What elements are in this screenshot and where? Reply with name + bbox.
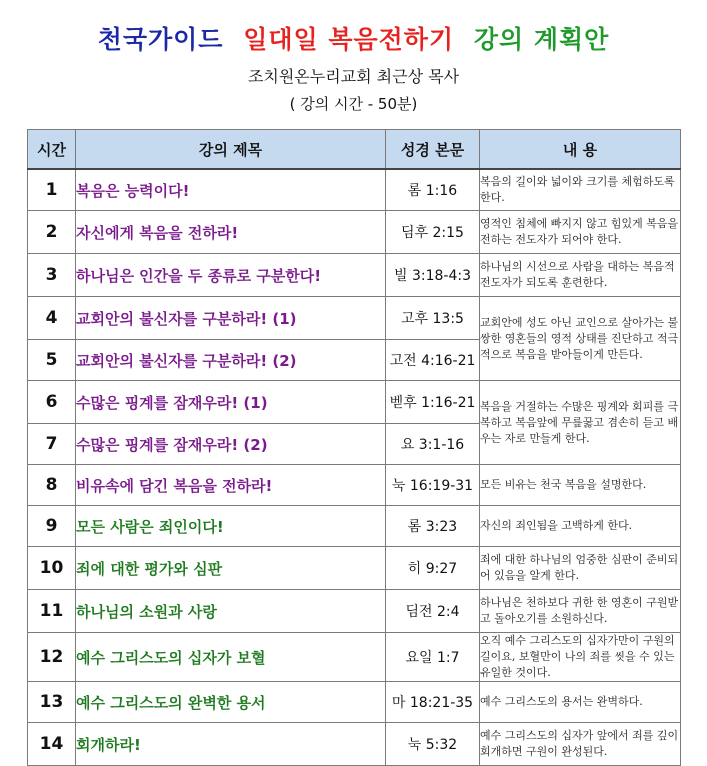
lecture-content: 복음을 거절하는 수많은 핑계와 회피를 극복하고 복음앞에 무릎꿇고 겸손히 듣고 배우는 자로 만들게 한다.: [480, 381, 681, 465]
column-header-title: 강의 제목: [76, 130, 386, 170]
lecture-title: 하나님의 소원과 사랑: [76, 590, 386, 633]
table-row: [28, 381, 681, 424]
table-row: [28, 465, 681, 506]
scripture-reference: 고후 13:5: [386, 297, 480, 340]
page-title: [0, 20, 707, 56]
column-header-scripture: 성경 본문: [386, 130, 480, 170]
lecture-number: 7: [28, 424, 76, 465]
lecture-title: 수많은 핑계를 잠재우라! (1): [76, 381, 386, 424]
table-row: [28, 211, 681, 254]
lecture-number: 14: [28, 723, 76, 766]
scripture-reference: 딤후 2:15: [386, 211, 480, 254]
lecture-number: 5: [28, 340, 76, 381]
lecture-title: 회개하라!: [76, 723, 386, 766]
lecture-title: 복음은 능력이다!: [76, 169, 386, 211]
table-row: [28, 633, 681, 682]
lecture-number: 1: [28, 169, 76, 211]
lecture-number: 13: [28, 682, 76, 723]
lecture-number: 2: [28, 211, 76, 254]
lecture-content: 오직 예수 그리스도의 십자가만이 구원의 길이요, 보혈만이 나의 죄를 씻을 수 있는 유일한 것이다.: [480, 633, 681, 682]
lecture-content: 예수 그리스도의 십자가 앞에서 죄를 깊이 회개하면 구원이 완성된다.: [480, 723, 681, 766]
column-header-time: 시간: [28, 130, 76, 170]
column-header-content: 내 용: [480, 130, 681, 170]
lecture-content: 하나님은 천하보다 귀한 한 영혼이 구원받고 돌아오기를 소원하신다.: [480, 590, 681, 633]
lecture-title: 예수 그리스도의 완벽한 용서: [76, 682, 386, 723]
title-part-3: 강의 계획안: [473, 25, 610, 54]
lecture-title: 교회안의 불신자를 구분하라! (2): [76, 340, 386, 381]
author-line: 조치원온누리교회 최근상 목사: [247, 67, 460, 86]
scripture-reference: 고전 4:16-21: [386, 340, 480, 381]
scripture-reference: 마 18:21-35: [386, 682, 480, 723]
lecture-number: 6: [28, 381, 76, 424]
lecture-number: 11: [28, 590, 76, 633]
duration-line: ( 강의 시간 - 50분): [289, 95, 418, 113]
title-part-1: 천국가이드: [97, 25, 224, 54]
scripture-reference: 딤전 2:4: [386, 590, 480, 633]
lecture-title: 예수 그리스도의 십자가 보혈: [76, 633, 386, 682]
lecture-content: 예수 그리스도의 용서는 완벽하다.: [480, 682, 681, 723]
scripture-reference: 요 3:1-16: [386, 424, 480, 465]
lecture-title: 수많은 핑계를 잠재우라! (2): [76, 424, 386, 465]
lecture-number: 4: [28, 297, 76, 340]
table-row: [28, 723, 681, 766]
scripture-reference: 눅 16:19-31: [386, 465, 480, 506]
lecture-content: 복음의 길이와 넓이와 크기를 체험하도록 한다.: [480, 169, 681, 211]
table-row: [28, 506, 681, 547]
lecture-title: 비유속에 담긴 복음을 전하라!: [76, 465, 386, 506]
lecture-title: 모든 사람은 죄인이다!: [76, 506, 386, 547]
lecture-content: 자신의 죄인됨을 고백하게 한다.: [480, 506, 681, 547]
table-row: [28, 169, 681, 211]
scripture-reference: 히 9:27: [386, 547, 480, 590]
title-part-2: 일대일 복음전하기: [243, 25, 455, 54]
lecture-number: 9: [28, 506, 76, 547]
lecture-plan-table: [27, 129, 681, 766]
lecture-content: 영적인 침체에 빠지지 않고 힘있게 복음을 전하는 전도자가 되어야 한다.: [480, 211, 681, 254]
lecture-number: 12: [28, 633, 76, 682]
lecture-title: 교회안의 불신자를 구분하라! (1): [76, 297, 386, 340]
lecture-title: 자신에게 복음을 전하라!: [76, 211, 386, 254]
scripture-reference: 요일 1:7: [386, 633, 480, 682]
lecture-content: 모든 비유는 천국 복음을 설명한다.: [480, 465, 681, 506]
table-row: [28, 254, 681, 297]
lecture-number: 8: [28, 465, 76, 506]
scripture-reference: 빌 3:18-4:3: [386, 254, 480, 297]
table-row: [28, 297, 681, 340]
lecture-content: 교회안에 성도 아닌 교인으로 살아가는 불쌍한 영혼들의 영적 상태를 진단하고 적극적으로 복음을 받아들이게 만든다.: [480, 297, 681, 381]
lecture-number: 3: [28, 254, 76, 297]
table-row: [28, 547, 681, 590]
lecture-content: 하나님의 시선으로 사람을 대하는 복음적 전도자가 되도록 훈련한다.: [480, 254, 681, 297]
table-header-row: [28, 130, 681, 170]
table-row: [28, 590, 681, 633]
lecture-title: 죄에 대한 평가와 심판: [76, 547, 386, 590]
scripture-reference: 벧후 1:16-21: [386, 381, 480, 424]
scripture-reference: 롬 3:23: [386, 506, 480, 547]
lecture-number: 10: [28, 547, 76, 590]
scripture-reference: 롬 1:16: [386, 169, 480, 211]
lecture-content: 죄에 대한 하나님의 엄중한 심판이 준비되어 있음을 알게 한다.: [480, 547, 681, 590]
lecture-title: 하나님은 인간을 두 종류로 구분한다!: [76, 254, 386, 297]
scripture-reference: 눅 5:32: [386, 723, 480, 766]
table-body: [28, 169, 681, 766]
table-row: [28, 682, 681, 723]
